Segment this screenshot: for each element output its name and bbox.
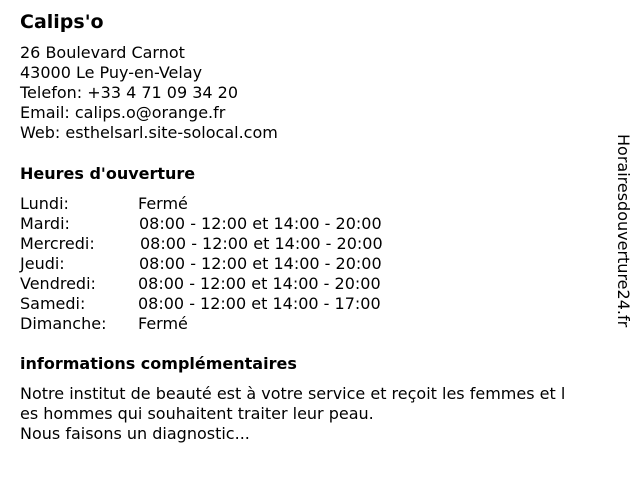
day-label: Vendredi: (20, 274, 96, 293)
day-label: Mardi: (20, 214, 70, 233)
description-line: es hommes qui souhaitent traiter leur peau. (20, 404, 374, 423)
time-value: 08:00 - 12:00 et 14:00 - 20:00 (140, 234, 383, 253)
day-label: Dimanche: (20, 314, 107, 333)
day-label: Jeudi: (20, 254, 65, 273)
phone-text: Telefon: +33 4 71 09 34 20 (20, 83, 239, 102)
day-label: Mercredi: (20, 234, 95, 253)
email-text: Email: calips.o@orange.fr (20, 103, 226, 122)
day-label: Lundi: (20, 194, 69, 213)
description-line: Notre institut de beauté est à votre service et reçoit les femmes et l (20, 384, 566, 403)
business-name: Calips'o (20, 11, 104, 33)
website-text: Web: esthelsarl.site-solocal.com (20, 123, 278, 142)
time-value: Fermé (138, 314, 188, 333)
description-text (20, 384, 620, 444)
time-value: 08:00 - 12:00 et 14:00 - 20:00 (138, 274, 381, 293)
contact-block (20, 43, 278, 143)
time-value: 08:00 - 12:00 et 14:00 - 20:00 (139, 214, 382, 233)
address-street: 26 Boulevard Carnot (20, 43, 185, 62)
time-value: 08:00 - 12:00 et 14:00 - 17:00 (138, 294, 381, 313)
opening-hours-heading: Heures d'ouverture (20, 164, 196, 183)
site-watermark: Horairesdouverture24.fr (614, 134, 633, 328)
description-line: Nous faisons un diagnostic... (20, 424, 250, 443)
time-value: 08:00 - 12:00 et 14:00 - 20:00 (139, 254, 382, 273)
time-value: Fermé (138, 194, 188, 213)
day-label: Samedi: (20, 294, 86, 313)
address-city: 43000 Le Puy-en-Velay (20, 63, 203, 82)
additional-info-heading: informations complémentaires (20, 354, 297, 373)
